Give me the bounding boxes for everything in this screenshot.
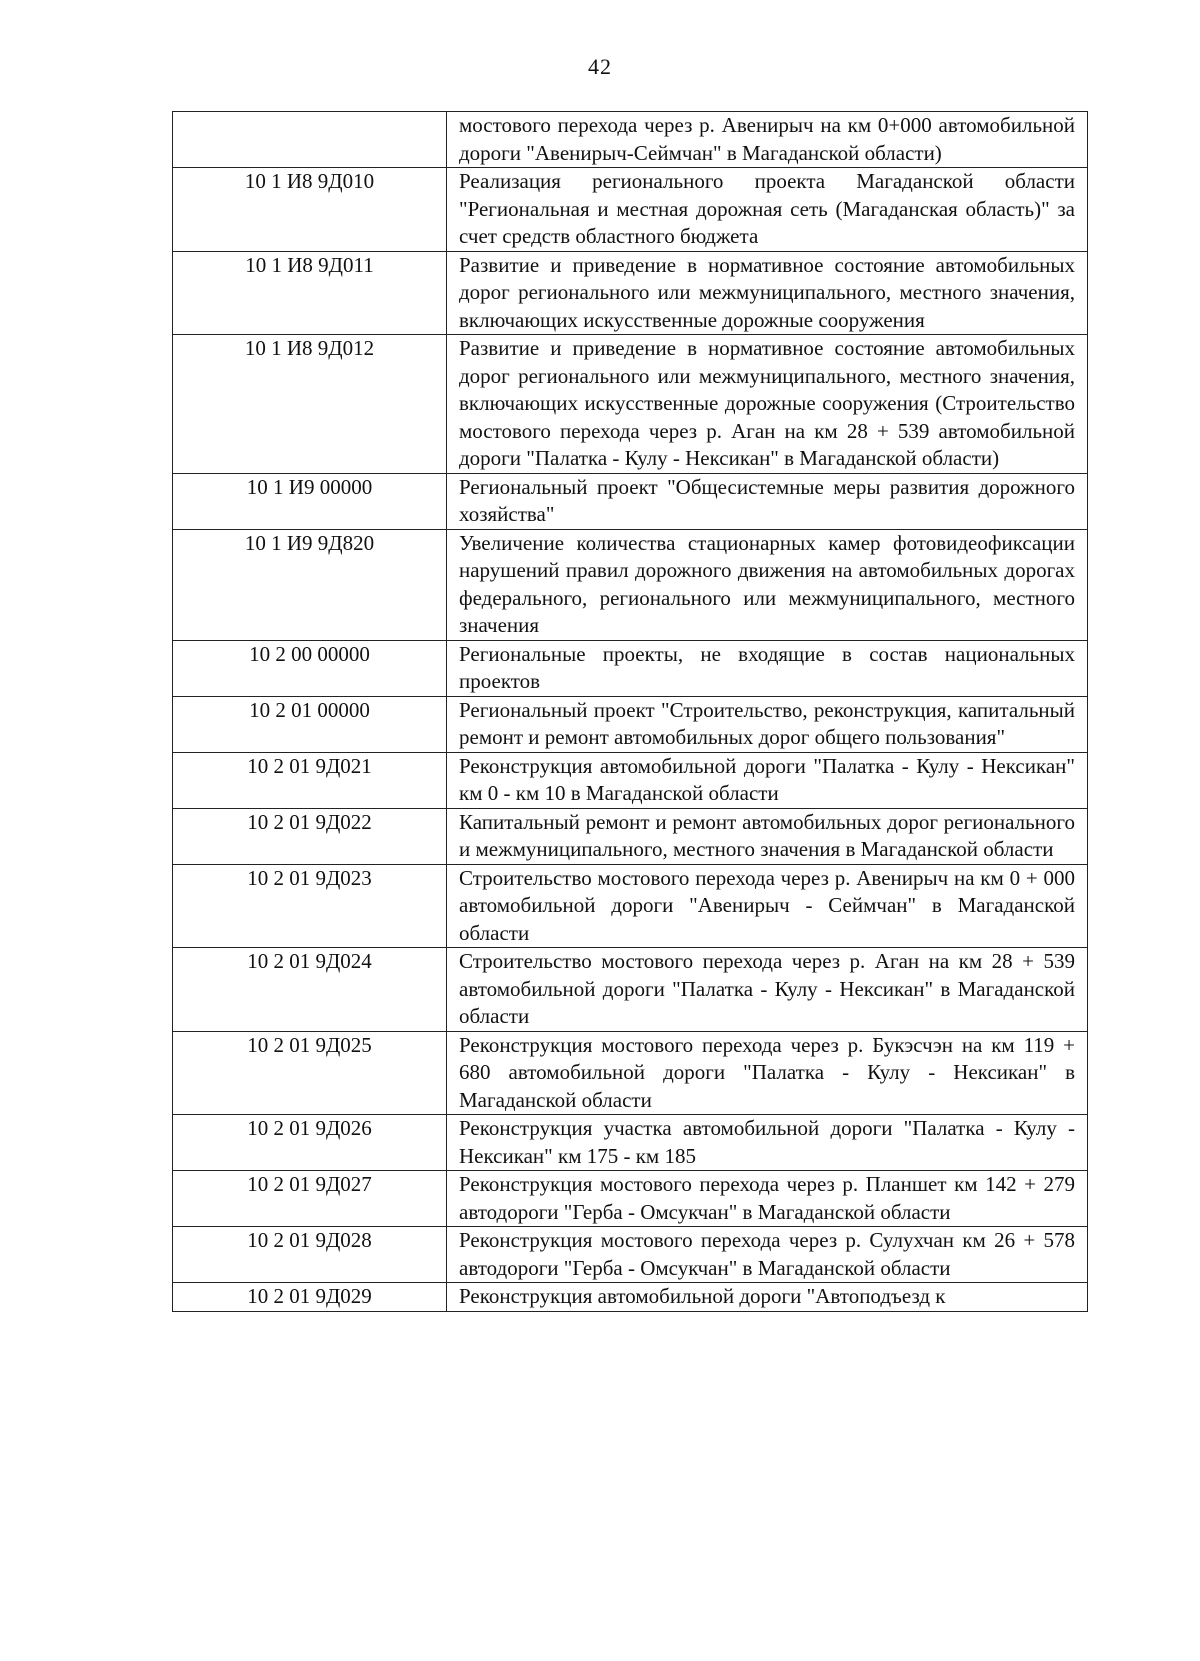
table-row [173, 1283, 1088, 1312]
code-cell: 10 1 И8 9Д011 [173, 251, 447, 335]
code-cell: 10 1 И8 9Д010 [173, 168, 447, 252]
table-row [173, 808, 1088, 864]
name-cell: Реконструкция участка автомобильной дороги "Палатка - Кулу - Нексикан" км 175 - км 185 [447, 1115, 1088, 1171]
name-cell: Реконструкция автомобильной дороги "Палатка - Кулу - Нексикан" км 0 - км 10 в Магаданской области [447, 752, 1088, 808]
table-row [173, 473, 1088, 529]
name-cell: Реконструкция мостового перехода через р. Сулухчан км 26 + 578 автодороги "Герба - Омсукчан" в Магаданской области [447, 1227, 1088, 1283]
code-cell: 10 2 01 9Д021 [173, 752, 447, 808]
page-number: 42 [588, 54, 612, 79]
code-cell: 10 2 01 9Д027 [173, 1171, 447, 1227]
table-row [173, 251, 1088, 335]
code-cell: 10 2 01 9Д029 [173, 1283, 447, 1312]
table-row [173, 696, 1088, 752]
name-cell: мостового перехода через р. Авенирыч на км 0+000 автомобильной дороги "Авенирыч-Сеймчан" в Магаданской области) [447, 112, 1088, 168]
name-cell: Реконструкция мостового перехода через р. Букэсчэн на км 119 + 680 автомобильной дороги "Палатка - Кулу - Нексикан" в Магаданской области [447, 1031, 1088, 1115]
code-cell: 10 2 01 9Д023 [173, 864, 447, 948]
table-row [173, 1031, 1088, 1115]
name-cell: Региональный проект "Общесистемные меры развития дорожного хозяйства" [447, 473, 1088, 529]
name-cell: Реализация регионального проекта Магаданской области "Региональная и местная дорожная сеть (Магаданская область)" за счет средств областного бюджета [447, 168, 1088, 252]
table-row [173, 752, 1088, 808]
code-cell: 10 2 01 9Д028 [173, 1227, 447, 1283]
code-cell: 10 2 01 00000 [173, 696, 447, 752]
table-row [173, 529, 1088, 640]
code-cell: 10 2 01 9Д024 [173, 948, 447, 1032]
table-row [173, 864, 1088, 948]
name-cell: Реконструкция мостового перехода через р. Планшет км 142 + 279 автодороги "Герба - Омсукчан" в Магаданской области [447, 1171, 1088, 1227]
table-row [173, 948, 1088, 1032]
code-cell: 10 2 01 9Д022 [173, 808, 447, 864]
name-cell: Строительство мостового перехода через р. Авенирыч на км 0 + 000 автомобильной дороги "Авенирыч - Сеймчан" в Магаданской области [447, 864, 1088, 948]
code-cell: 10 1 И8 9Д012 [173, 335, 447, 474]
table-row [173, 1227, 1088, 1283]
code-cell [173, 112, 447, 168]
code-cell: 10 2 01 9Д026 [173, 1115, 447, 1171]
table-row [173, 335, 1088, 474]
code-cell: 10 1 И9 9Д820 [173, 529, 447, 640]
budget-classification-table [172, 111, 1088, 1312]
table-row [173, 112, 1088, 168]
table-row [173, 1171, 1088, 1227]
name-cell: Развитие и приведение в нормативное состояние автомобильных дорог регионального или межмуниципального, местного значения, включающих искусственные дорожные сооружения (Строительство мостового перехода через р. Аган на км 28 + 539 автомобильной дороги "Палатка - Кулу - Нексикан" в Магаданской области) [447, 335, 1088, 474]
code-cell: 10 2 01 9Д025 [173, 1031, 447, 1115]
table-body [173, 112, 1088, 1312]
code-cell: 10 1 И9 00000 [173, 473, 447, 529]
name-cell: Увеличение количества стационарных камер фотовидеофиксации нарушений правил дорожного движения на автомобильных дорогах федерального, регионального или межмуниципального, местного значения [447, 529, 1088, 640]
name-cell: Реконструкция автомобильной дороги "Автоподъезд к [447, 1283, 1088, 1312]
name-cell: Строительство мостового перехода через р. Аган на км 28 + 539 автомобильной дороги "Палатка - Кулу - Нексикан" в Магаданской области [447, 948, 1088, 1032]
code-cell: 10 2 00 00000 [173, 640, 447, 696]
table-row [173, 1115, 1088, 1171]
table-row [173, 168, 1088, 252]
name-cell: Капитальный ремонт и ремонт автомобильных дорог регионального и межмуниципального, местного значения в Магаданской области [447, 808, 1088, 864]
table-row [173, 640, 1088, 696]
name-cell: Региональные проекты, не входящие в состав национальных проектов [447, 640, 1088, 696]
name-cell: Развитие и приведение в нормативное состояние автомобильных дорог регионального или межмуниципального, местного значения, включающих искусственные дорожные сооружения [447, 251, 1088, 335]
name-cell: Региональный проект "Строительство, реконструкция, капитальный ремонт и ремонт автомобильных дорог общего пользования" [447, 696, 1088, 752]
